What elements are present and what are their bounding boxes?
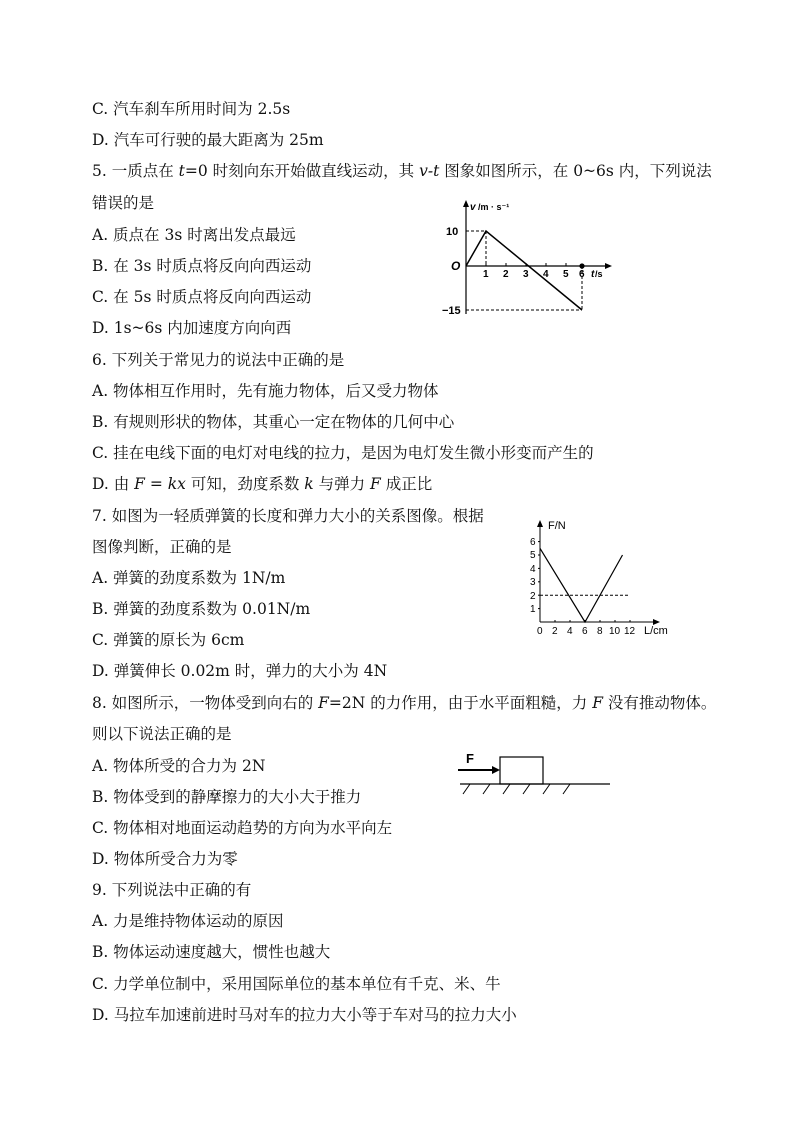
q7-ylabel: F/N <box>548 520 566 532</box>
q7-option-d: D. 弹簧伸长 0.02m 时，弹力的大小为 4N <box>92 662 388 680</box>
q5-option-a: A. 质点在 3s 时离出发点最远 <box>92 226 296 244</box>
q5-vt-graph <box>440 196 620 324</box>
q8-force-label: F <box>466 751 474 766</box>
q9-option-b: B. 物体运动速度越大，惯性也越大 <box>92 943 331 961</box>
q7-ytick-6: 6 <box>530 537 536 548</box>
q5-option-c: C. 在 5s 时质点将反向向西运动 <box>92 288 312 306</box>
q6-option-b: B. 有规则形状的物体，其重心一定在物体的几何中心 <box>92 413 455 431</box>
q7-xtick-2: 2 <box>552 626 558 637</box>
q8-stem: 8. 如图所示，一物体受到向右的 F=2N 的力作用，由于水平面粗糙，力 F 没有推动物体。 <box>92 694 717 712</box>
q7-xtick-0: 0 <box>537 626 543 637</box>
q5-xtick-2: 2 <box>503 269 509 280</box>
q5-xtick-1: 1 <box>483 269 489 280</box>
q6-option-d: D. 由 F = kx 可知，劲度系数 k 与弹力 F 成正比 <box>92 475 433 493</box>
q7-ytick-5: 5 <box>530 550 536 561</box>
q7-xtick-10: 10 <box>609 626 621 637</box>
q4-option-c: C. 汽车刹车所用时间为 2.5s <box>92 100 291 118</box>
q5-option-d: D. 1s~6s 内加速度方向向西 <box>92 319 292 337</box>
q7-ytick-3: 3 <box>530 577 536 588</box>
q5-stem: 5. 一质点在 t=0 时刻向东开始做直线运动，其 v-t 图象如图所示，在 0~6s 内，下列说法 <box>92 162 712 180</box>
q8-stem-line2: 则以下说法正确的是 <box>92 725 232 743</box>
q5-xlabel-t: t <box>591 269 595 280</box>
q7-option-b: B. 弹簧的劲度系数为 0.01N/m <box>92 600 311 618</box>
q5-xtick-6: 6 <box>579 269 585 280</box>
q6-option-c: C. 挂在电线下面的电灯对电线的拉力，是因为电灯发生微小形变而产生的 <box>92 444 594 462</box>
q5-option-b: B. 在 3s 时质点将反向向西运动 <box>92 257 312 275</box>
q5-origin: O <box>451 259 461 273</box>
q8-block-figure <box>452 748 614 800</box>
q8-option-b: B. 物体受到的静摩擦力的大小大于推力 <box>92 788 362 806</box>
q5-stem-line2: 错误的是 <box>92 194 155 212</box>
q5-ylabel-unit: /m · s⁻¹ <box>478 202 510 212</box>
q5-xtick-5: 5 <box>563 269 569 280</box>
q5-xtick-3: 3 <box>523 269 529 280</box>
q8-option-c: C. 物体相对地面运动趋势的方向为水平向左 <box>92 819 393 837</box>
q6-option-a: A. 物体相互作用时，先有施力物体，后又受力物体 <box>92 382 439 400</box>
q9-option-a: A. 力是维持物体运动的原因 <box>92 912 284 930</box>
q8-option-d: D. 物体所受合力为零 <box>92 850 238 868</box>
q7-ytick-4: 4 <box>530 564 536 575</box>
q7-option-a: A. 弹簧的劲度系数为 1N/m <box>92 569 286 587</box>
q7-stem-line2: 图像判断，正确的是 <box>92 538 232 556</box>
q7-xlabel: L/cm <box>644 625 668 637</box>
q7-force-length-graph <box>524 518 684 642</box>
q5-xlabel-unit: /s <box>595 269 603 279</box>
q7-stem: 7. 如图为一轻质弹簧的长度和弹力大小的关系图像。根据 <box>92 507 484 525</box>
q5-xtick-4: 4 <box>543 269 549 280</box>
q5-ytick-10: 10 <box>446 226 459 238</box>
q7-ytick-2: 2 <box>530 591 536 602</box>
q8-block <box>500 757 543 784</box>
q9-option-c: C. 力学单位制中，采用国际单位的基本单位有千克、米、牛 <box>92 975 501 993</box>
q6-stem: 6. 下列关于常见力的说法中正确的是 <box>92 351 345 369</box>
q7-xtick-4: 4 <box>567 626 573 637</box>
q7-ytick-1: 1 <box>530 604 536 615</box>
q7-xtick-6: 6 <box>582 626 588 637</box>
q5-ylabel-v: v <box>470 202 476 213</box>
q7-option-c: C. 弹簧的原长为 6cm <box>92 631 245 649</box>
q7-xtick-12: 12 <box>624 626 636 637</box>
q9-stem: 9. 下列说法中正确的有 <box>92 881 252 899</box>
q4-option-d: D. 汽车可行驶的最大距离为 25m <box>92 131 324 149</box>
q8-option-a: A. 物体所受的合力为 2N <box>92 757 266 775</box>
q9-option-d: D. 马拉车加速前进时马对车的拉力大小等于车对马的拉力大小 <box>92 1006 517 1024</box>
q7-xtick-8: 8 <box>597 626 603 637</box>
q5-ytick-neg15: −15 <box>442 305 461 317</box>
q8-force-arrow <box>492 766 500 774</box>
